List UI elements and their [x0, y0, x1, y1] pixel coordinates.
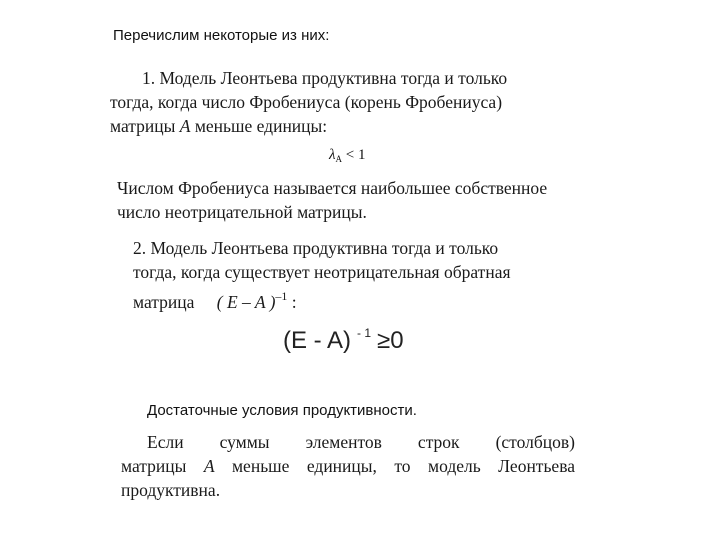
criterion-2-paragraph — [133, 236, 583, 314]
lambda-symbol: λ — [329, 147, 336, 163]
criterion-1-line-3 — [110, 114, 580, 138]
sufficient-word: Если — [147, 432, 184, 452]
formula-2-relation: ≥0 — [377, 327, 404, 354]
sufficient-word: элементов — [305, 432, 382, 452]
definition-line-2: число неотрицательной матрицы. — [117, 202, 367, 222]
sufficient-word: то — [394, 456, 411, 476]
sufficient-word: строк — [417, 432, 460, 452]
inverse-matrix-expression: ( E – A ) — [216, 292, 276, 312]
sufficient-conditions-heading: Достаточные условия продуктивности. — [147, 402, 417, 419]
criterion-2-line-3 — [133, 284, 583, 314]
lambda-subscript: A — [335, 154, 342, 164]
matrix-variable-a: A — [179, 116, 191, 136]
sufficient-conditions-paragraph — [121, 430, 575, 502]
matrix-variable-a: A — [203, 456, 215, 476]
inverse-nonnegative-formula — [283, 326, 404, 355]
criterion-2-line-1: 2. Модель Леонтьева продуктивна тогда и только — [133, 238, 499, 258]
sufficient-line-3: продуктивна. — [121, 480, 221, 500]
criterion-2-line-3-suffix: : — [291, 292, 297, 312]
criterion-2-line-2: тогда, когда существует неотрицательная обратная — [133, 262, 511, 282]
criterion-1-line-1: 1. Модель Леонтьева продуктивна тогда и только — [142, 68, 508, 88]
sufficient-word: (столбцов) — [495, 432, 575, 452]
inverse-exponent: –1 — [275, 289, 288, 303]
sufficient-line-2 — [121, 454, 575, 478]
intro-heading: Перечислим некоторые из них: — [113, 27, 330, 44]
criterion-1-paragraph — [110, 66, 580, 138]
definition-paragraph — [117, 176, 607, 224]
sufficient-word: меньше — [231, 456, 290, 476]
sufficient-word: модель — [428, 456, 481, 476]
formula-2-exponent: - 1 — [357, 326, 372, 340]
criterion-1-line-3-suffix: меньше единицы: — [194, 116, 328, 136]
criterion-1-line-2: тогда, когда число Фробениуса (корень Фробениуса) — [110, 92, 503, 112]
sufficient-line-1 — [121, 430, 575, 454]
sufficient-word: Леонтьева — [498, 456, 575, 476]
formula-2-base: (E - A) — [283, 327, 352, 354]
sufficient-word: единицы, — [306, 456, 377, 476]
frobenius-formula — [329, 147, 365, 164]
criterion-2-line-3-prefix: матрица — [133, 292, 195, 312]
definition-line-1: Числом Фробениуса называется наибольшее собственное — [117, 178, 548, 198]
sufficient-word: матрицы — [121, 456, 187, 476]
formula-1-relation: < 1 — [345, 147, 366, 163]
sufficient-word: суммы — [219, 432, 270, 452]
criterion-1-line-3-prefix: матрицы — [110, 116, 176, 136]
